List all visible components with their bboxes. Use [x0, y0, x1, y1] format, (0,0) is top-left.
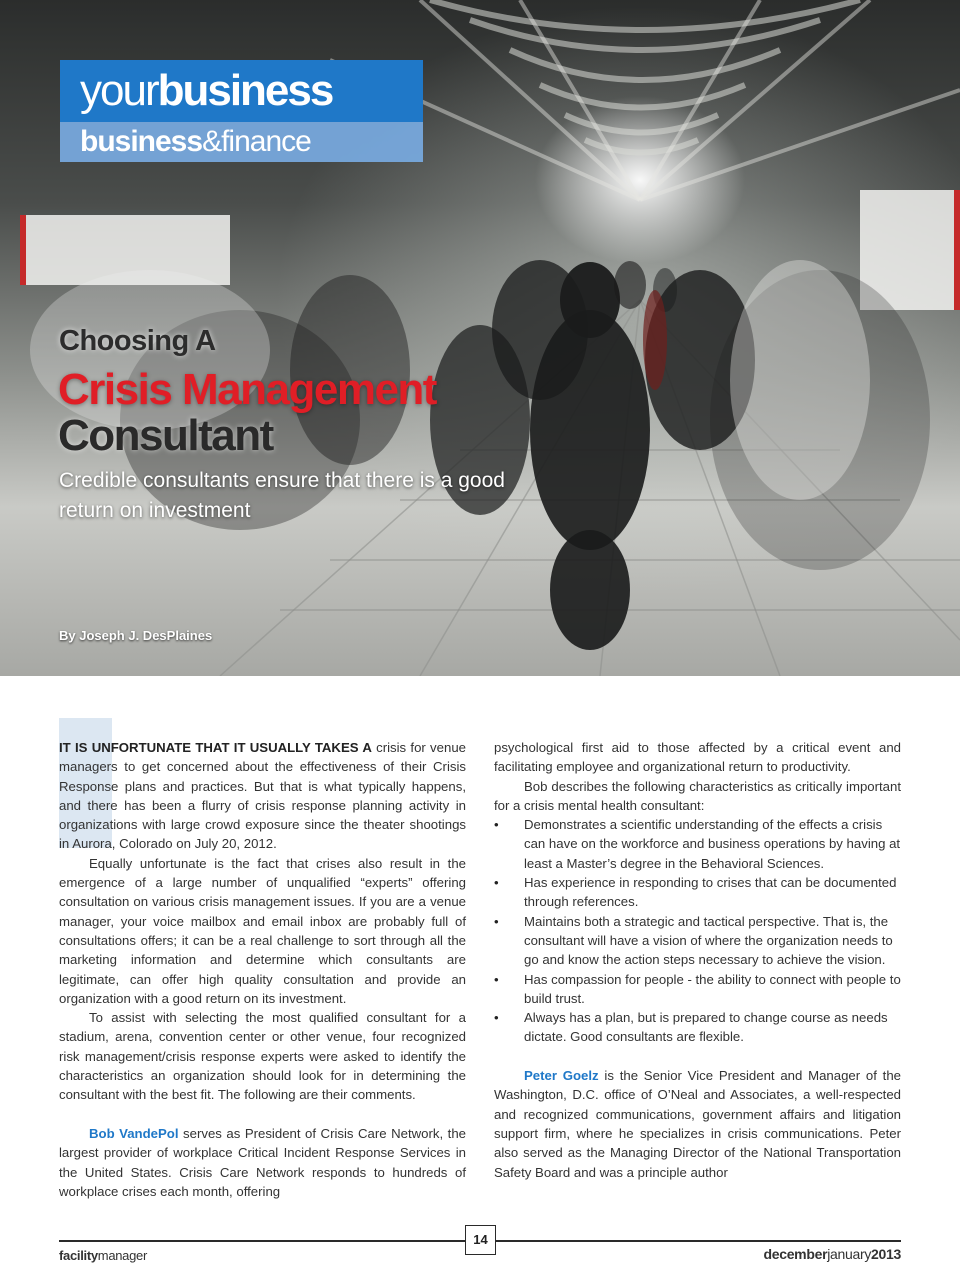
paragraph: Equally unfortunate is the fact that crises also result in the emergence of a large number of unqualified “experts” offering consultation on various crisis management issues. If you are a venue manager, your voice mailbox and email inbox are probably full of consultations offers; it can be a real challenge to sort through all the marketing information and determine which consultants are legitimate, can offer high quality consultation and provide an organization with a good return on its investment.: [59, 855, 466, 1006]
article-title-dark: Consultant: [58, 411, 273, 460]
paragraph: [494, 1066, 901, 1182]
section-banner: [60, 60, 423, 122]
paragraph: [59, 1124, 466, 1201]
paragraph: psychological first aid to those affected by a critical event and facilitating employee and organizational return to productivity.: [494, 740, 901, 775]
article-title-red: Crisis Management: [58, 365, 436, 414]
characteristics-list: [494, 815, 901, 1047]
section-label-light: your: [80, 66, 158, 115]
list-item: • Has experience in responding to crises that can be documented through references.: [494, 873, 901, 912]
magazine-name-light: manager: [97, 1248, 148, 1263]
issue-year: 2013: [871, 1246, 901, 1262]
left-column: [59, 738, 466, 1201]
page-number: 14: [465, 1225, 496, 1255]
article-subtitle: Credible consultants ensure that there is a good return on investment: [59, 469, 505, 522]
subsection-banner: [60, 122, 423, 162]
subsection-label-light: &finance: [202, 125, 311, 158]
article-kicker: Choosing A: [59, 325, 216, 357]
right-column: [494, 738, 901, 1182]
paragraph-text: serves as President of Crisis Care Network, the largest provider of workplace Critical Incident Response Services in the United States. Crisis Care Network responds to hundreds of workplace crises each month, offering: [59, 1125, 466, 1199]
issue-month-1: december: [763, 1246, 828, 1262]
list-item: • Has compassion for people - the ability to connect with people to build trust.: [494, 970, 901, 1009]
list-item: • Maintains both a strategic and tactical perspective. That is, the consultant will have a vision of where the organization needs to go and know the action steps necessary to achieve the vision.: [494, 912, 901, 970]
list-item: • Always has a plan, but is prepared to change course as needs dictate. Good consultants are flexible.: [494, 1008, 901, 1047]
issue-month-2: january: [827, 1246, 872, 1262]
magazine-name: [59, 1248, 147, 1263]
expert-name: Peter Goelz: [524, 1068, 599, 1084]
article-byline: By Joseph J. DesPlaines: [59, 628, 213, 643]
lead-in-text: IT IS UNFORTUNATE THAT IT USUALLY TAKES A: [59, 740, 372, 755]
paragraph: To assist with selecting the most qualified consultant for a stadium, arena, convention center or other venue, four recognized risk management/crisis response experts were asked to identify the characteristics an organization should look for in determining the consultant with the best fit. The following are their comments.: [59, 1010, 466, 1103]
paragraph-text: is the Senior Vice President and Manager of the Washington, D.C. office of O’Neal and Associates, a well-respected and recognized communications, government affairs and litigation support firm, where he specializes in crisis communications. Peter also served as the Managing Director of the National Transportation Safety Board and was a principle author: [494, 1068, 901, 1180]
section-label-bold: business: [157, 66, 333, 115]
issue-date: [763, 1246, 901, 1262]
paragraph: [59, 738, 466, 854]
expert-name: Bob VandePol: [89, 1125, 179, 1141]
magazine-name-bold: facility: [59, 1248, 98, 1263]
subsection-label-bold: business: [80, 125, 203, 158]
list-item: • Demonstrates a scientific understanding of the effects a crisis can have on the workforce and business operations by having at least a Master’s degree in the Behavioral Sciences.: [494, 815, 901, 873]
paragraph: Bob describes the following characteristics as critically important for a crisis mental health consultant:: [494, 778, 901, 813]
paragraph-text: crisis for venue managers to get concerned about the effectiveness of their Crisis Response plans and practices. But that is what typically happens, and there has been a flurry of crisis response planning activity in organizations with large crowd exposure since the theater shootings in Aurora, Colorado on July 20, 2012.: [59, 740, 466, 852]
